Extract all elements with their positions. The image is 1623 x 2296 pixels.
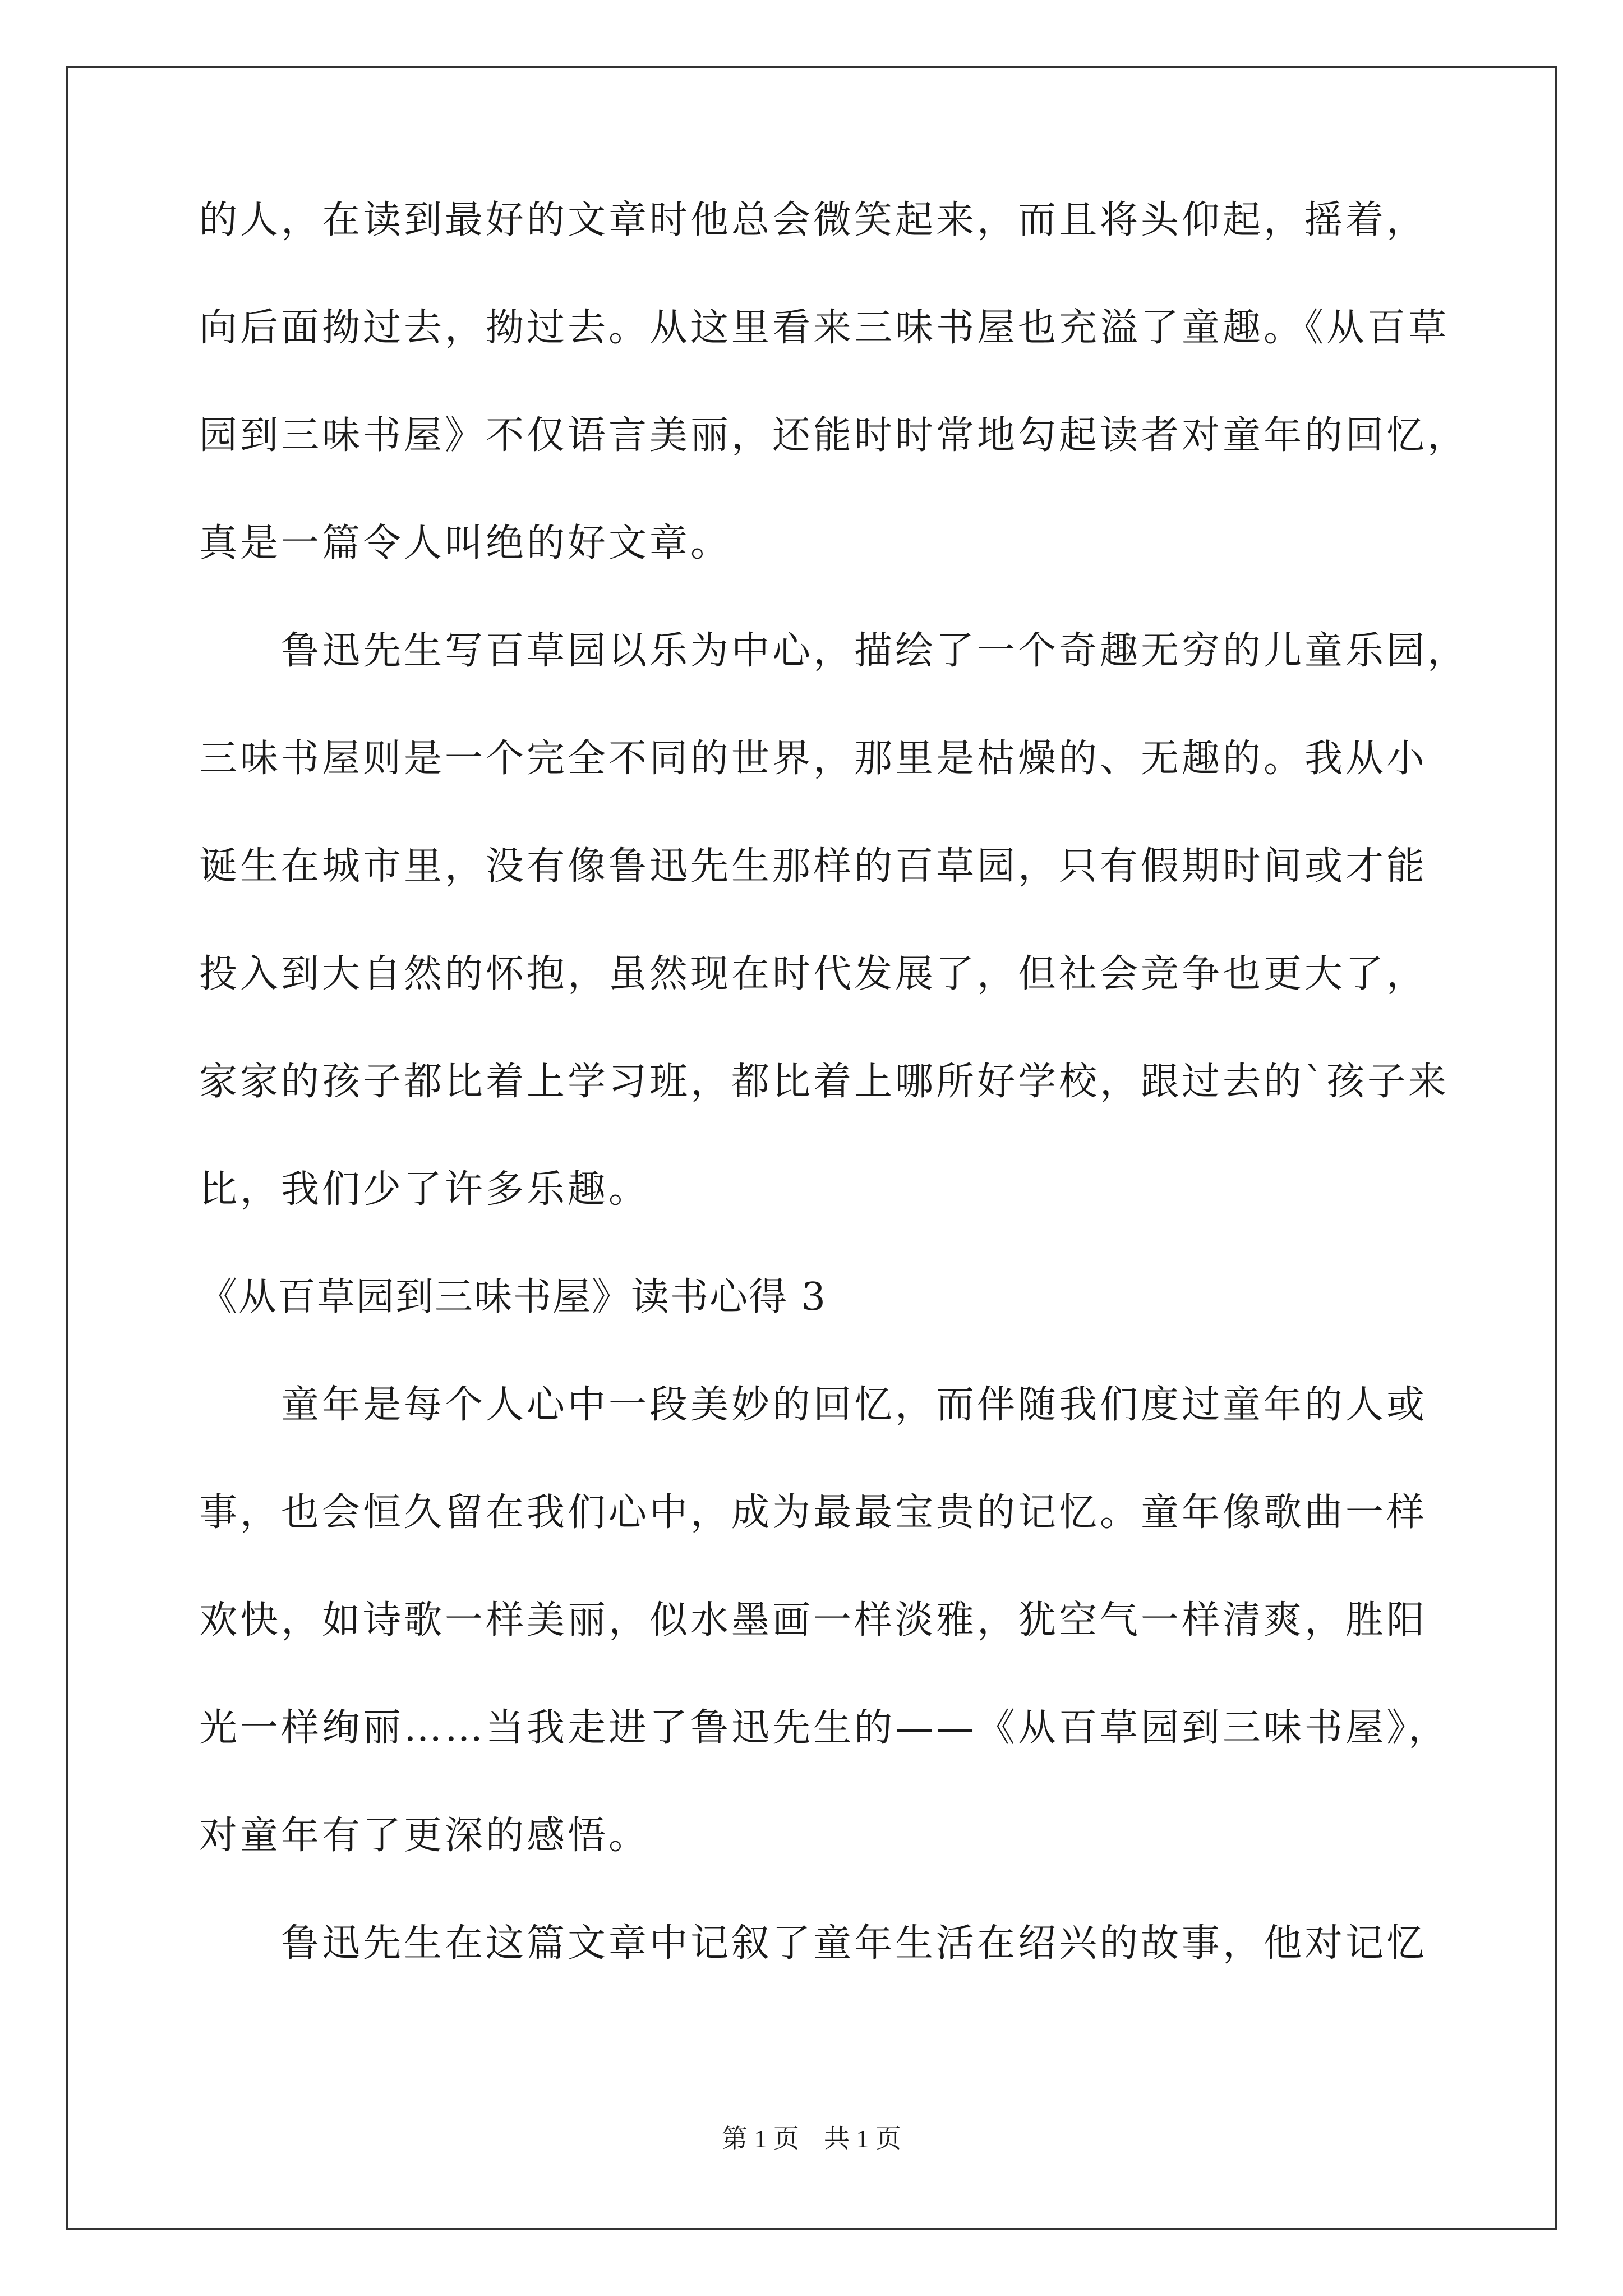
page-number: 第 1 页: [722, 2124, 799, 2153]
text-line: 三味书屋则是一个完全不同的世界，那里是枯燥的、无趣的。我从小: [199, 737, 1428, 781]
text-line: 事，也会恒久留在我们心中，成为最最宝贵的记忆。童年像歌曲一样: [199, 1490, 1428, 1535]
text-line: 诞生在城市里，没有像鲁迅先生那样的百草园，只有假期时间或才能: [199, 844, 1428, 889]
text-line: 对童年有了更深的感悟。: [199, 1814, 650, 1858]
section-heading: 《从百草园到三味书屋》读书心得 3: [199, 1275, 827, 1319]
text-line: 的人，在读到最好的文章时他总会微笑起来，而且将头仰起，摇着，: [199, 198, 1428, 242]
page-border: [66, 66, 1557, 2230]
text-line: 向后面拗过去，拗过去。从这里看来三味书屋也充溢了童趣。《从百草: [199, 306, 1450, 350]
text-line: 园到三味书屋》不仅语言美丽，还能时时常地勾起读者对童年的回忆，: [199, 413, 1469, 458]
page-footer: [0, 2123, 1623, 2155]
text-line: 家家的孩子都比着上学习班，都比着上哪所好学校，跟过去的`孩子来: [199, 1060, 1450, 1104]
paragraph-first-line: 鲁迅先生在这篇文章中记叙了童年生活在绍兴的故事，他对记忆: [281, 1921, 1428, 1966]
text-line: 比，我们少了许多乐趣。: [199, 1167, 650, 1212]
text-line: 投入到大自然的怀抱，虽然现在时代发展了，但社会竞争也更大了，: [199, 952, 1428, 996]
paragraph-first-line: 童年是每个人心中一段美妙的回忆，而伴随我们度过童年的人或: [281, 1383, 1428, 1427]
page-total: 共 1 页: [824, 2124, 901, 2153]
text-line: 欢快，如诗歌一样美丽，似水墨画一样淡雅，犹空气一样清爽，胜阳: [199, 1598, 1428, 1642]
text-line: 真是一篇令人叫绝的好文章。: [199, 521, 732, 565]
text-line: 光一样绚丽……当我走进了鲁迅先生的——《从百草园到三味书屋》，: [199, 1706, 1450, 1750]
paragraph-first-line: 鲁迅先生写百草园以乐为中心，描绘了一个奇趣无穷的儿童乐园，: [281, 629, 1469, 673]
